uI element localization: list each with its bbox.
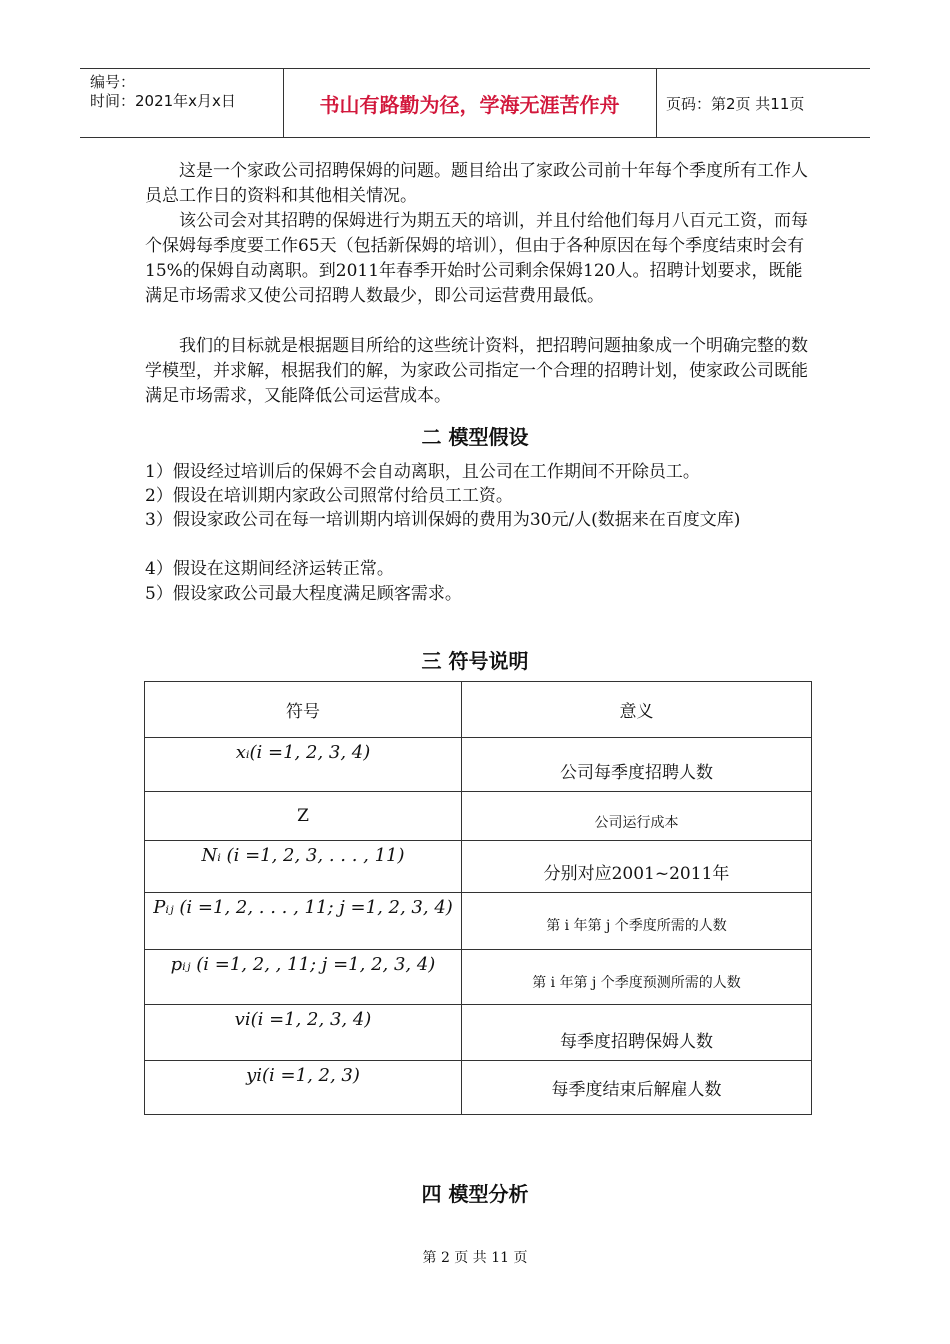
page-header [80,68,870,138]
meaning-cell: 每季度招聘保姆人数 [560,1032,713,1052]
table-row [145,1005,812,1061]
table-header-row [145,682,812,738]
symbol-cell: pᵢⱼ (i =1, 2, , 11; j =1, 2, 3, 4) [170,954,436,975]
symbol-cell: Z [297,806,309,826]
symbol-cell: vi(i =1, 2, 3, 4) [234,1009,372,1030]
symbol-cell: yi(i =1, 2, 3) [246,1065,360,1086]
table-row [145,1061,812,1115]
symbol-cell: Nᵢ (i =1, 2, 3, . . . , 11) [201,845,405,866]
meaning-cell: 第 i 年第 j 个季度所需的人数 [546,918,727,934]
meaning-cell: 公司运行成本 [594,815,679,831]
meaning-cell: 第 i 年第 j 个季度预测所需的人数 [532,975,741,991]
meaning-cell: 公司每季度招聘人数 [560,763,713,783]
symbol-cell: Pᵢⱼ (i =1, 2, . . . , 11; j =1, 2, 3, 4) [153,897,453,918]
table-row [145,950,812,1005]
table-row [145,738,812,792]
section-heading-assumptions: 二 模型假设 [421,425,529,449]
header-time-label: 时间：2021年x月x日 [90,92,236,110]
header-motto: 书山有路勤为径，学海无涯苦作舟 [319,92,620,117]
section-heading-symbols: 三 符号说明 [421,649,529,673]
symbol-table [144,681,812,1115]
header-page-info: 页码：第2页 共11页 [666,94,805,113]
symbol-cell: xᵢ(i =1, 2, 3, 4) [235,742,371,763]
table-row [145,893,812,950]
table-row [145,792,812,841]
assumption-item: 5）假设家政公司最大程度满足顾客需求。 [145,584,462,604]
assumption-item: 4）假设在这期间经济运转正常。 [145,559,394,579]
page-footer: 第 2 页 共 11 页 [422,1250,528,1266]
meaning-cell: 分别对应2001~2011年 [543,864,730,884]
header-meta [90,73,282,111]
table-row [145,841,812,893]
intro-paragraph-1: 这是一个家政公司招聘保姆的问题。题目给出了家政公司前十年每个季度所有工作人员总工作日的资料和其他相关情况。 [145,161,808,206]
header-divider [656,69,657,137]
intro-paragraph-2: 该公司会对其招聘的保姆进行为期五天的培训，并且付给他们每月八百元工资，而每个保姆每季度要工作65天（包括新保姆的培训），但由于各种原因在每个季度结束时会有15%的保姆自动离职。到2011年春季开始时公司剩余保姆120人。招聘计划要求，既能满足市场需求又使公司招聘人数最少，即公司运营费用最低。 [145,211,808,306]
assumption-item: 1）假设经过培训后的保姆不会自动离职，且公司在工作期间不开除员工。 [145,462,700,482]
section-heading-analysis: 四 模型分析 [421,1182,529,1206]
assumption-item: 3）假设家政公司在每一培训期内培训保姆的费用为30元/人(数据来在百度文库) [145,510,741,530]
header-number-label: 编号： [90,73,136,91]
column-header-symbol: 符号 [145,682,462,738]
column-header-meaning: 意义 [462,682,812,738]
assumption-item: 2）假设在培训期内家政公司照常付给员工工资。 [145,486,513,506]
intro-paragraph-3: 我们的目标就是根据题目所给的这些统计资料，把招聘问题抽象成一个明确完整的数学模型，并求解，根据我们的解，为家政公司指定一个合理的招聘计划，使家政公司既能满足市场需求，又能降低公司运营成本。 [145,336,808,406]
meaning-cell: 每季度结束后解雇人数 [551,1080,722,1100]
